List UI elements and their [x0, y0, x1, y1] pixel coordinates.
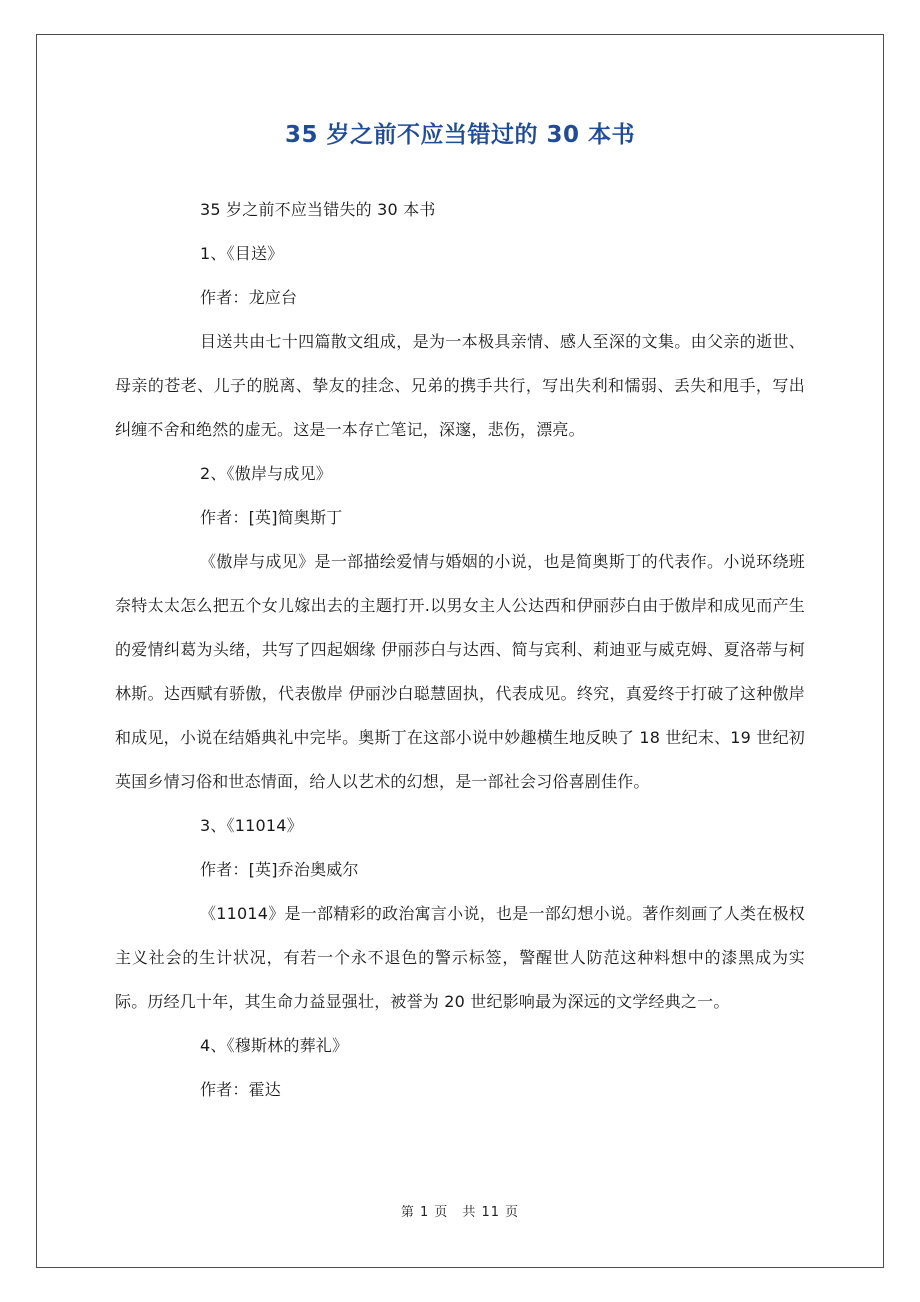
paragraph: 作者：霍达	[200, 1080, 282, 1099]
paragraph: 2、《傲岸与成见》	[200, 464, 332, 483]
page-footer: 第 1 页 共 11 页	[400, 1205, 520, 1220]
paragraph: 作者：[英]乔治奥威尔	[200, 860, 359, 879]
paragraph: 作者：[英]简奥斯丁	[200, 508, 343, 527]
paragraph: 《傲岸与成见》是一部描绘爱情与婚姻的小说，也是简奥斯丁的代表作。小说环绕班奈特太太怎么把五个女儿嫁出去的主题打开.以男女主人公达西和伊丽莎白由于傲岸和成见而产生的爱情纠葛为头绪，共写了四起姻缘 伊丽莎白与达西、简与宾利、莉迪亚与威克姆、夏洛蒂与柯林斯。达西赋有骄傲，代表傲岸 伊丽沙白聪慧固执，代表成见。终究，真爱终于打破了这种傲岸和成见，小说在结婚典礼中完毕。奥斯丁在这部小说中妙趣横生地反映了 18 世纪末、19 世纪初英国乡情习俗和世态情面，给人以艺术的幻想，是一部社会习俗喜剧佳作。	[115, 552, 805, 791]
paragraph: 4、《穆斯林的葬礼》	[200, 1036, 349, 1055]
paragraph: 《11014》是一部精彩的政治寓言小说，也是一部幻想小说。著作刻画了人类在极权主义社会的生计状况，有若一个永不退色的警示标签，警醒世人防范这种料想中的漆黑成为实际。历经几十年，其生命力益显强壮，被誉为 20 世纪影响最为深远的文学经典之一。	[115, 904, 805, 1011]
paragraph: 35 岁之前不应当错失的 30 本书	[200, 200, 436, 219]
paragraph: 1、《目送》	[200, 244, 284, 263]
paragraph: 3、《11014》	[200, 816, 303, 835]
document-body	[115, 188, 805, 1112]
paragraph: 目送共由七十四篇散文组成，是为一本极具亲情、感人至深的文集。由父亲的逝世、母亲的苍老、儿子的脱离、挚友的挂念、兄弟的携手共行，写出失利和懦弱、丢失和甩手，写出纠缠不舍和绝然的虚无。这是一本存亡笔记，深邃，悲伤，漂亮。	[115, 332, 805, 439]
paragraph: 作者：龙应台	[200, 288, 298, 307]
document-content	[115, 120, 805, 1112]
document-title: 35 岁之前不应当错过的 30 本书	[284, 122, 636, 148]
